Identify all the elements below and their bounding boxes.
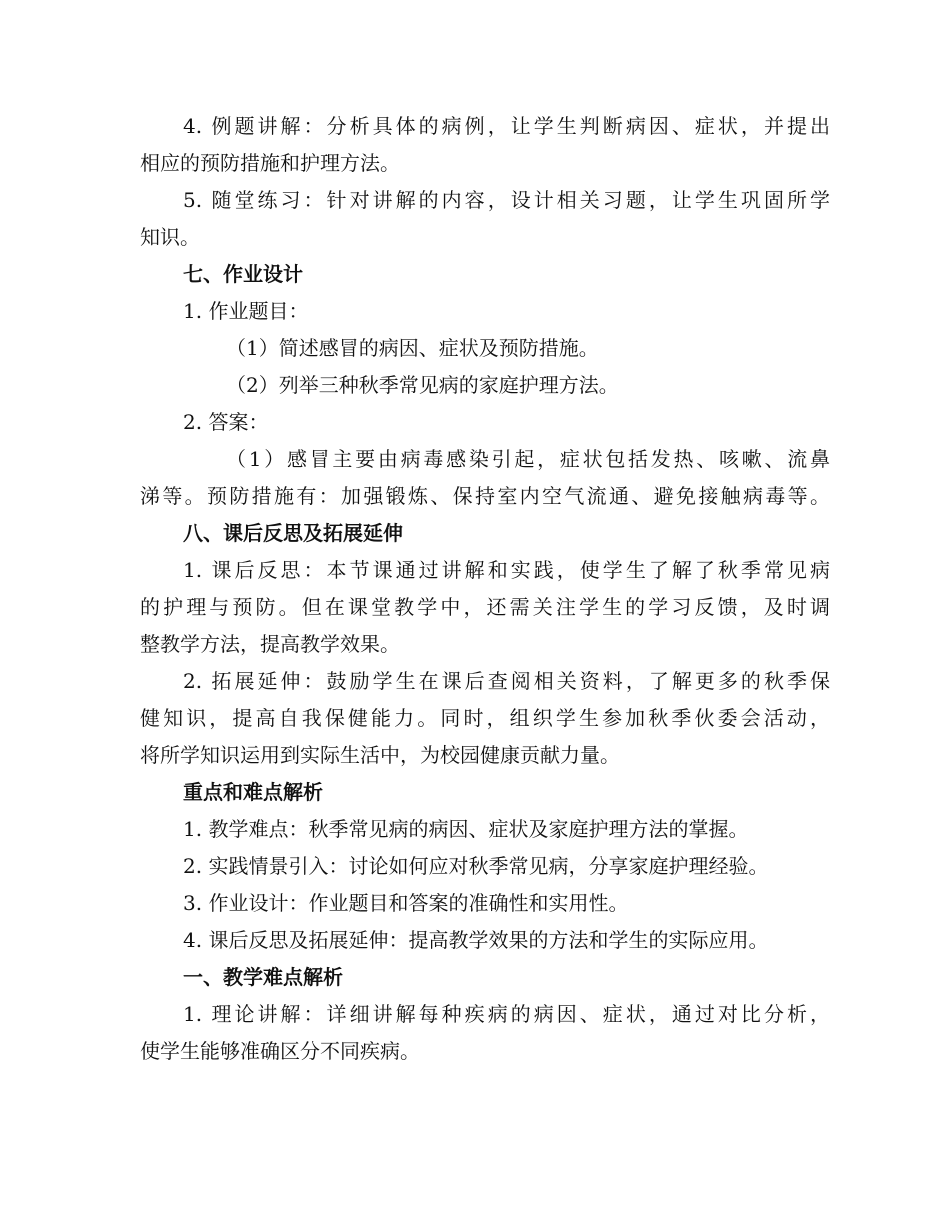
- paragraph-line: 2. 拓展延伸：鼓励学生在课后查阅相关资料，了解更多的秋季保: [183, 669, 830, 693]
- paragraph-line: 4. 课后反思及拓展延伸：提高教学效果的方法和学生的实际应用。: [183, 928, 769, 952]
- paragraph-line: 1. 教学难点：秋季常见病的病因、症状及家庭护理方法的掌握。: [183, 817, 749, 841]
- section-heading: 重点和难点解析: [183, 780, 323, 804]
- paragraph-line: 的护理与预防。但在课堂教学中，还需关注学生的学习反馈，及时调: [140, 595, 830, 619]
- paragraph-line: 知识。: [140, 225, 200, 249]
- paragraph-line: 相应的预防措施和护理方法。: [140, 151, 400, 175]
- paragraph-line: 5. 随堂练习：针对讲解的内容，设计相关习题，让学生巩固所学: [183, 188, 830, 212]
- paragraph-line: 3. 作业设计：作业题目和答案的准确性和实用性。: [183, 891, 629, 915]
- paragraph-line: 2. 实践情景引入：讨论如何应对秋季常见病，分享家庭护理经验。: [183, 854, 769, 878]
- section-heading: 一、教学难点解析: [183, 965, 343, 989]
- paragraph-line: 4. 例题讲解：分析具体的病例，让学生判断病因、症状，并提出: [183, 114, 830, 138]
- paragraph-line: 整教学方法，提高教学效果。: [140, 632, 400, 656]
- paragraph-line: 1. 理论讲解：详细讲解每种疾病的病因、症状，通过对比分析，: [183, 1002, 830, 1026]
- section-heading: 八、课后反思及拓展延伸: [183, 521, 403, 545]
- paragraph-line: 1. 课后反思：本节课通过讲解和实践，使学生了解了秋季常见病: [183, 558, 830, 582]
- paragraph-line: 2. 答案：: [183, 410, 269, 434]
- paragraph-line: 涕等。预防措施有：加强锻炼、保持室内空气流通、避免接触病毒等。: [140, 484, 830, 508]
- paragraph-line: 1. 作业题目：: [183, 299, 309, 323]
- paragraph-line: （2）列举三种秋季常见病的家庭护理方法。: [226, 373, 619, 397]
- paragraph-line: 使学生能够准确区分不同疾病。: [140, 1039, 420, 1063]
- paragraph-line: 健知识，提高自我保健能力。同时，组织学生参加秋季伙委会活动，: [140, 706, 830, 730]
- document-page: [140, 108, 830, 1070]
- paragraph-line: 将所学知识运用到实际生活中，为校园健康贡献力量。: [140, 743, 620, 767]
- paragraph-line: （1）简述感冒的病因、症状及预防措施。: [226, 336, 599, 360]
- paragraph-line: （1）感冒主要由病毒感染引起，症状包括发热、咳嗽、流鼻: [226, 447, 830, 471]
- section-heading: 七、作业设计: [183, 262, 303, 286]
